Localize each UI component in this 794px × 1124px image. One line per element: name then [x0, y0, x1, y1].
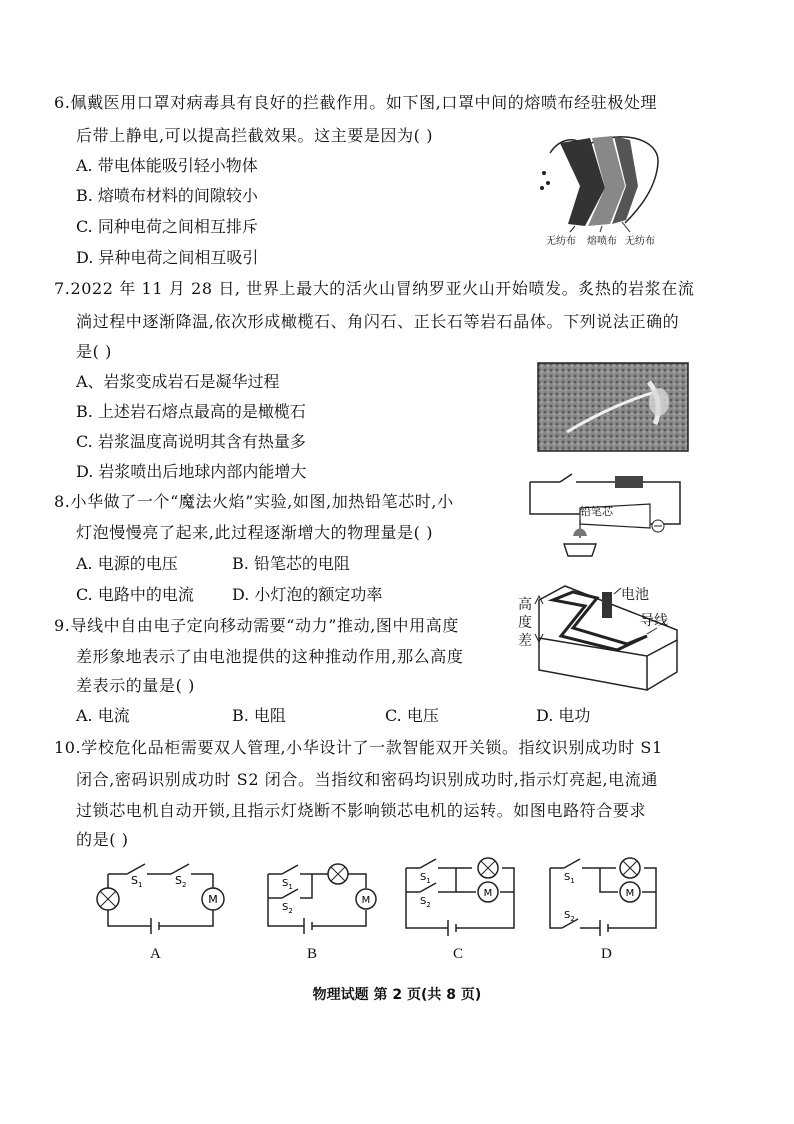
- circuit-a[interactable]: [93, 852, 243, 938]
- q8-option-a[interactable]: A. 电源的电压: [76, 554, 178, 573]
- q9-option-b[interactable]: B. 电阻: [232, 706, 286, 725]
- q8-battery-icon: [615, 476, 643, 488]
- q6-label-nonwoven-left: 无纺布: [546, 236, 576, 247]
- q6-option-a[interactable]: A. 带电体能吸引轻小物体: [76, 156, 258, 175]
- q9-option-c[interactable]: C. 电压: [385, 706, 439, 725]
- a-s1-label: $S_1$: [131, 874, 143, 889]
- q6-option-b[interactable]: B. 熔喷布材料的间隙较小: [76, 186, 258, 205]
- c-s1-switch: [420, 859, 436, 868]
- a-s1-switch: [127, 864, 145, 874]
- q8-line-1: 8.小华做了一个“魔法火焰”实验,如图,加热铅笔芯时,小: [54, 492, 454, 511]
- q10-line-1: 10.学校危化品柜需要双人管理,小华设计了一款智能双开关锁。指纹识别成功时 S1: [54, 738, 663, 757]
- q9-label-wire: 导线: [640, 613, 668, 629]
- q8-option-b[interactable]: B. 铅笔芯的电阻: [232, 554, 350, 573]
- q9-label-height-1: 高: [518, 597, 532, 613]
- q9-option-d[interactable]: D. 电功: [536, 706, 591, 725]
- circuit-a-label: A: [150, 946, 161, 962]
- c-s2-label: $S_2$: [420, 896, 431, 909]
- q6-mask-figure: [530, 128, 670, 248]
- q10-number: 10.: [54, 738, 82, 757]
- q7-option-c[interactable]: C. 岩浆温度高说明其含有热量多: [76, 432, 306, 451]
- q8-lamp-icon: [564, 544, 596, 556]
- q9-line-2: 差形象地表示了由电池提供的这种推动作用,那么高度: [76, 647, 464, 666]
- circuit-c-label: C: [453, 946, 464, 962]
- q6-label-nonwoven-right: 无纺布: [625, 236, 655, 247]
- q6-number: 6.: [54, 93, 71, 112]
- circuit-b-label: B: [307, 946, 318, 962]
- page-footer: 物理试题 第 2 页(共 8 页): [312, 987, 482, 1003]
- b-motor-icon: [356, 889, 376, 909]
- q7-volcano-photo: [537, 362, 689, 452]
- q9-label-height-3: 差: [518, 633, 532, 649]
- c-s1-label: $S_1$: [420, 872, 431, 885]
- q6-line-1: 6.佩戴医用口罩对病毒具有良好的拦截作用。如下图,口罩中间的熔喷布经驻极处理: [54, 93, 658, 112]
- q7-line-3: 是( ): [76, 342, 112, 361]
- q10-line-4: 的是( ): [76, 830, 129, 849]
- q8-flame-icon: [573, 529, 587, 537]
- d-motor-icon: [620, 882, 640, 902]
- c-motor-icon: [478, 882, 498, 902]
- q9-line-1: 9.导线中自由电子定向移动需要“动力”推动,图中用高度: [54, 616, 459, 635]
- q7-number: 7.: [54, 279, 71, 298]
- d-s1-switch: [564, 859, 580, 868]
- q10-line-3: 过锁芯电机自动开锁,且指示灯烧断不影响锁芯电机的运转。如图电路符合要求: [76, 801, 647, 820]
- q9-battery-icon: [602, 592, 612, 618]
- c-lamp-icon: [478, 858, 498, 878]
- q6-option-c[interactable]: C. 同种电荷之间相互排斥: [76, 217, 258, 236]
- svg-text:M: M: [625, 888, 635, 899]
- q9-label-battery: 电池: [621, 587, 649, 603]
- q6-label-meltblown: 熔喷布: [587, 236, 617, 247]
- q9-line-3: 差表示的量是( ): [76, 676, 195, 695]
- b-s2-label: $S_2$: [282, 902, 293, 915]
- q6-line-2: 后带上静电,可以提高拦截效果。这主要是因为( ): [76, 126, 434, 145]
- q8-option-c[interactable]: C. 电路中的电流: [76, 585, 194, 604]
- a-s2-label: $S_2$: [175, 874, 187, 889]
- q6-option-d[interactable]: D. 异种电荷之间相互吸引: [76, 248, 259, 267]
- circuit-d-label: D: [601, 946, 612, 962]
- q9-option-a[interactable]: A. 电流: [76, 706, 130, 725]
- d-lamp-icon: [620, 858, 640, 878]
- q8-label-pencil-lead: 铅笔芯: [580, 505, 613, 518]
- svg-text:M: M: [208, 893, 218, 906]
- a-s2-switch: [171, 864, 189, 874]
- a-motor-icon: [202, 888, 224, 910]
- q9-height-figure: [517, 578, 697, 696]
- q7-option-b[interactable]: B. 上述岩石熔点最高的是橄榄石: [76, 402, 306, 421]
- circuit-d[interactable]: [540, 852, 670, 938]
- q8-option-d[interactable]: D. 小灯泡的额定功率: [232, 585, 383, 604]
- q7-line-1: 7.2022 年 11 月 28 日, 世界上最大的活火山冒纳罗亚火山开始喷发。炙热的岩浆在流: [54, 279, 695, 298]
- q7-line-2: 淌过程中逐渐降温,依次形成橄榄石、角闪石、正长石等岩石晶体。下列说法正确的: [76, 312, 680, 331]
- circuit-c[interactable]: [398, 852, 528, 938]
- b-lamp-icon: [328, 864, 348, 884]
- d-s2-label: $S_2$: [564, 910, 575, 923]
- circuit-b[interactable]: [258, 852, 388, 938]
- a-lamp-icon: [97, 888, 119, 910]
- q8-line-2: 灯泡慢慢亮了起来,此过程逐渐增大的物理量是( ): [76, 523, 434, 542]
- q7-option-a[interactable]: A、岩浆变成岩石是凝华过程: [76, 372, 280, 391]
- d-s1-label: $S_1$: [564, 872, 575, 885]
- svg-text:M: M: [483, 888, 493, 899]
- q9-label-height-2: 度: [518, 615, 532, 631]
- q10-line-2: 闭合,密码识别成功时 S2 闭合。当指纹和密码均识别成功时,指示灯亮起,电流通: [76, 770, 658, 789]
- svg-text:M: M: [361, 895, 371, 906]
- b-s1-switch: [282, 865, 298, 874]
- q8-number: 8.: [54, 492, 71, 511]
- q7-option-d[interactable]: D. 岩浆喷出后地球内部内能增大: [76, 462, 307, 481]
- q9-number: 9.: [54, 616, 71, 635]
- b-s1-label: $S_1$: [282, 878, 293, 891]
